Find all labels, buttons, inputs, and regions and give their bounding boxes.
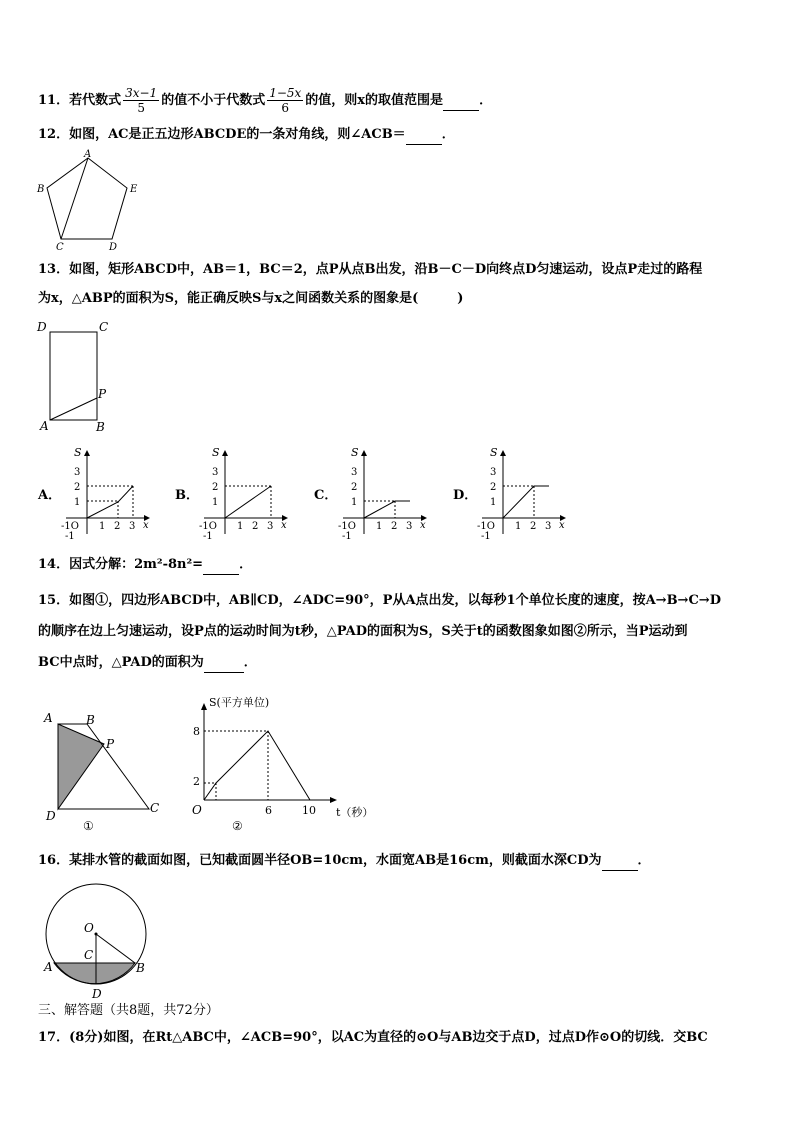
circle-label-b: B bbox=[136, 961, 145, 975]
y-axis-arrow-icon bbox=[201, 703, 207, 710]
x-tick-3: 3 bbox=[129, 521, 136, 532]
origin-label: -1O bbox=[477, 521, 495, 532]
x-tick-1: 1 bbox=[237, 521, 244, 532]
y-tick-1: 1 bbox=[74, 497, 81, 508]
rectangle-abcd bbox=[50, 332, 97, 420]
minus-one-label: -1 bbox=[342, 531, 352, 542]
y-tick-2: 2 bbox=[74, 482, 81, 493]
radius-ob bbox=[96, 934, 135, 963]
x-tick-1: 1 bbox=[99, 521, 106, 532]
option-c-graph bbox=[335, 440, 435, 542]
x-tick-3: 3 bbox=[267, 521, 274, 532]
y-axis-arrow-icon bbox=[500, 450, 506, 456]
origin-label: -1O bbox=[199, 521, 217, 532]
question-11 bbox=[38, 86, 492, 115]
question-16 bbox=[38, 852, 651, 871]
pentagon-label-e: E bbox=[130, 184, 138, 195]
y-tick-1: 1 bbox=[351, 497, 358, 508]
q11-answer-blank bbox=[443, 92, 479, 111]
fig1-label-d: D bbox=[46, 809, 56, 823]
x-tick-1: 1 bbox=[515, 521, 522, 532]
q14-answer-blank bbox=[203, 556, 239, 575]
y-axis-arrow-icon bbox=[84, 450, 90, 456]
q16-answer-blank bbox=[602, 852, 638, 871]
pipe-cross-section-figure bbox=[38, 876, 154, 1000]
x-axis-label: t（秒） bbox=[336, 806, 374, 819]
circle-label-a: A bbox=[44, 960, 53, 974]
y-axis-arrow-icon bbox=[361, 450, 367, 456]
fig1-label-c: C bbox=[150, 801, 160, 815]
q11-fraction-2 bbox=[267, 86, 303, 115]
fig1-label-a: A bbox=[44, 711, 53, 725]
minus-one-label: -1 bbox=[203, 531, 213, 542]
q14-text: 14．因式分解：2m²-8n²= bbox=[38, 557, 204, 572]
q14-end: ． bbox=[239, 557, 253, 572]
x-tick-3: 3 bbox=[545, 521, 552, 532]
pentagon-label-c: C bbox=[56, 242, 64, 252]
fig2-caption: ② bbox=[232, 819, 243, 833]
q11-frac1-numerator: 3x−1 bbox=[125, 86, 158, 100]
minus-one-label: -1 bbox=[65, 531, 75, 542]
q11-frac2-numerator: 1−5x bbox=[269, 86, 302, 100]
question-14 bbox=[38, 556, 252, 575]
x-tick-2: 2 bbox=[252, 521, 259, 532]
y-tick-2: 2 bbox=[212, 482, 219, 493]
q12-end: ． bbox=[441, 127, 455, 142]
q12-text: 12．如图，AC是正五边形ABCDE的一条对角线，则∠ACB＝ bbox=[38, 127, 406, 142]
x-axis-label: x bbox=[281, 520, 287, 531]
fig1-label-b: B bbox=[86, 713, 95, 727]
q11-frac1-denominator: 5 bbox=[137, 101, 145, 115]
circle-label-o: O bbox=[84, 921, 94, 935]
y-tick-2: 2 bbox=[351, 482, 358, 493]
y-axis-label: S bbox=[212, 446, 220, 459]
question-17: 17．(8分)如图，在Rt△ABC中，∠ACB=90°，以AC为直径的⊙O与AB边交于点D，过点D作⊙O的切线．交BC bbox=[38, 1030, 708, 1045]
q16-end: ． bbox=[637, 853, 651, 868]
center-point bbox=[95, 933, 98, 936]
q15-end: ． bbox=[243, 655, 257, 670]
x-tick-2: 2 bbox=[114, 521, 121, 532]
segment-ap bbox=[50, 398, 97, 420]
q11-fraction-1 bbox=[123, 86, 159, 115]
y-axis-arrow-icon bbox=[222, 450, 228, 456]
option-a-graph bbox=[58, 440, 158, 542]
q16-text: 16．某排水管的截面如图，已知截面圆半径OB=10cm，水面宽AB是16cm，则截面水深CD为 bbox=[38, 853, 602, 868]
circle-label-c: C bbox=[84, 948, 94, 962]
q15-line3-text: BC中点时，△PAD的面积为 bbox=[38, 655, 204, 670]
pentagon-label-b: B bbox=[37, 184, 45, 195]
pentagon-figure bbox=[36, 148, 146, 252]
q12-answer-blank bbox=[406, 126, 442, 145]
x-axis-label: x bbox=[143, 520, 149, 531]
origin-label: -1O bbox=[61, 521, 79, 532]
question-13-line-2: 为x，△ABP的面积为S，能正确反映S与x之间函数关系的图象是( ) bbox=[38, 291, 464, 306]
q11-end: ． bbox=[479, 93, 493, 108]
option-b-label: B． bbox=[175, 488, 199, 503]
rectangle-figure bbox=[34, 318, 114, 434]
question-15-line-1: 15．如图①，四边形ABCD中，AB∥CD，∠ADC=90°，P从A点出发，以每秒1个单位长度的速度，按A→B→C→D bbox=[38, 593, 721, 608]
y-tick-3: 3 bbox=[490, 467, 497, 478]
minus-one-label: -1 bbox=[481, 531, 491, 542]
x-axis-arrow-icon bbox=[330, 797, 337, 803]
fig1-label-p: P bbox=[106, 737, 115, 751]
y-tick-3: 3 bbox=[74, 467, 81, 478]
y-tick-2: 2 bbox=[490, 482, 497, 493]
y-tick-3: 3 bbox=[351, 467, 358, 478]
graph-line bbox=[225, 486, 271, 518]
rect-label-c: C bbox=[99, 320, 109, 334]
circle-label-d: D bbox=[92, 987, 102, 1000]
y-tick-8: 8 bbox=[193, 725, 200, 738]
water-segment bbox=[54, 963, 135, 984]
option-d-label: D． bbox=[453, 488, 478, 503]
rect-label-d: D bbox=[37, 320, 47, 334]
rect-label-p: P bbox=[98, 387, 107, 401]
option-b-graph bbox=[196, 440, 296, 542]
shaded-triangle-pad bbox=[58, 724, 104, 809]
graph-line bbox=[503, 486, 549, 518]
question-13-line-1: 13．如图，矩形ABCD中，AB＝1，BC＝2，点P从点B出发，沿B－C－D向终点D匀速运动，设点P走过的路程 bbox=[38, 262, 703, 277]
origin-label: O bbox=[192, 803, 202, 817]
y-axis-label: S bbox=[351, 446, 359, 459]
rect-label-a: A bbox=[40, 419, 49, 433]
graph-line bbox=[364, 501, 410, 518]
q15-figure-1 bbox=[40, 710, 170, 836]
x-tick-10: 10 bbox=[302, 804, 316, 817]
x-tick-2: 2 bbox=[530, 521, 537, 532]
y-tick-2: 2 bbox=[193, 775, 200, 788]
option-a-label: A． bbox=[38, 488, 62, 503]
question-12 bbox=[38, 126, 455, 145]
q11-mid: 的值不小于代数式 bbox=[161, 93, 266, 108]
question-15-line-2: 的顺序在边上匀速运动，设P点的运动时间为t秒，△PAD的面积为S，S关于t的函数图象如图②所示，当P运动到 bbox=[38, 624, 688, 639]
option-d-graph bbox=[474, 440, 574, 542]
y-tick-1: 1 bbox=[212, 497, 219, 508]
q11-post: 的值，则x的取值范围是 bbox=[305, 93, 444, 108]
y-tick-1: 1 bbox=[490, 497, 497, 508]
x-tick-3: 3 bbox=[406, 521, 413, 532]
y-axis-label: S(平方单位) bbox=[209, 696, 270, 709]
diagonal-ac bbox=[61, 158, 88, 239]
q11-frac2-denominator: 6 bbox=[281, 101, 290, 115]
y-tick-3: 3 bbox=[212, 467, 219, 478]
question-15-line-3 bbox=[38, 654, 257, 673]
rect-label-b: B bbox=[96, 420, 105, 434]
pentagon-label-d: D bbox=[109, 242, 118, 252]
section-3-title: 三、解答题（共8题，共72分） bbox=[38, 1003, 219, 1018]
y-axis-label: S bbox=[490, 446, 498, 459]
x-tick-2: 2 bbox=[391, 521, 398, 532]
x-axis-label: x bbox=[420, 520, 426, 531]
origin-label: -1O bbox=[338, 521, 356, 532]
x-axis-label: x bbox=[559, 520, 565, 531]
y-axis-label: S bbox=[74, 446, 82, 459]
pentagon-shape bbox=[47, 158, 127, 239]
graph-line bbox=[87, 486, 133, 518]
q11-pre: 11．若代数式 bbox=[38, 93, 122, 108]
fig1-caption: ① bbox=[83, 819, 94, 833]
q15-answer-blank bbox=[204, 654, 244, 673]
pentagon-label-a: A bbox=[84, 149, 92, 160]
x-tick-6: 6 bbox=[265, 804, 272, 817]
x-tick-1: 1 bbox=[376, 521, 383, 532]
graph-line bbox=[204, 731, 310, 800]
option-c-label: C． bbox=[314, 488, 338, 503]
q15-figure-2 bbox=[186, 690, 396, 836]
